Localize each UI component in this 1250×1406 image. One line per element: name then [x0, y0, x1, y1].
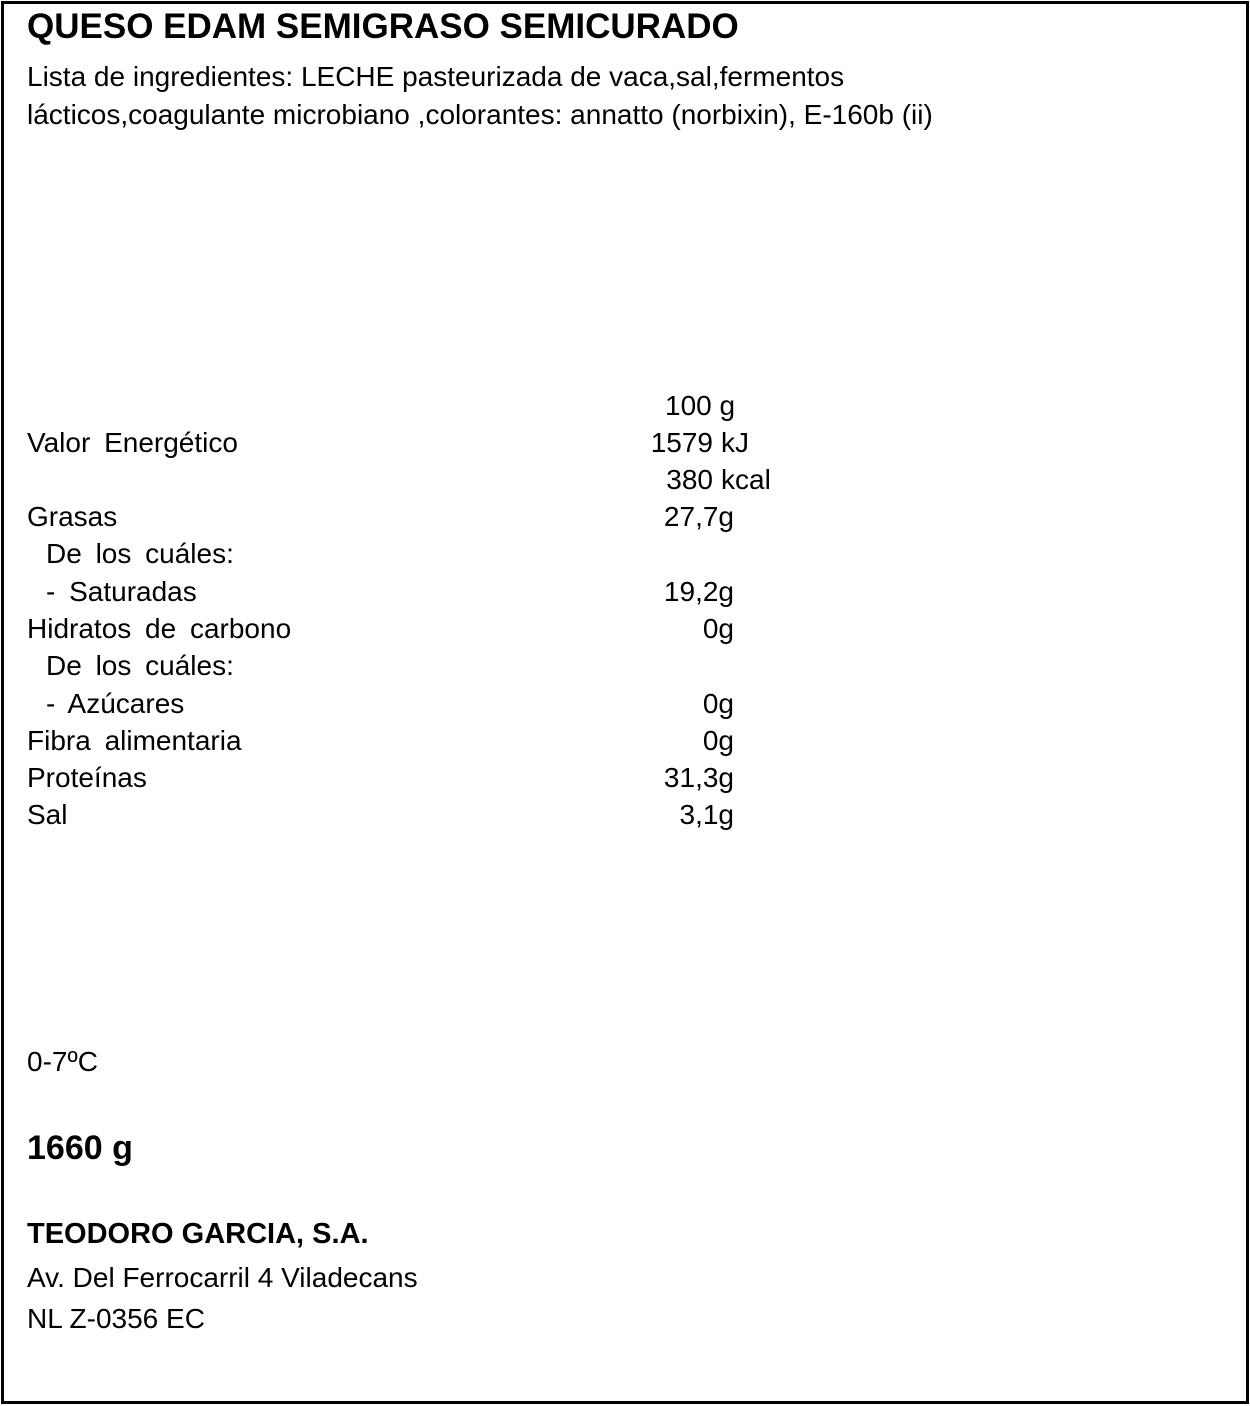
nutrient-value: 19,2g — [663, 576, 734, 607]
nutrition-header: 100 g — [665, 390, 736, 421]
storage-temperature: 0-7ºC — [27, 1046, 98, 1077]
nutrient-label: Sal — [27, 799, 68, 830]
energy-kcal-unit: kcal — [721, 464, 771, 495]
nutrient-label: Fibra alimentaria — [27, 725, 242, 756]
nutrient-value: 0g — [702, 613, 734, 644]
nutrient-sublabel: De los cuáles: — [46, 538, 234, 569]
energy-label: Valor Energético — [27, 427, 238, 458]
energy-kj-value: 1579 — [650, 427, 713, 458]
health-mark-code: NL Z-0356 EC — [27, 1303, 205, 1334]
nutrient-label: Grasas — [27, 501, 118, 532]
nutrient-label: - Saturadas — [46, 576, 197, 607]
ingredients-list — [27, 58, 1177, 134]
company-address: Av. Del Ferrocarril 4 Viladecans — [27, 1262, 418, 1293]
product-title: QUESO EDAM SEMIGRASO SEMICURADO — [27, 7, 739, 46]
nutrient-value: 0g — [702, 688, 734, 719]
nutrient-sublabel: De los cuáles: — [46, 650, 234, 681]
ingredients-line-1: Lista de ingredientes: LECHE pasteurizada de vaca,sal,fermentos — [27, 61, 845, 92]
nutrient-value: 3,1g — [679, 799, 734, 830]
energy-kcal-value: 380 — [666, 464, 713, 495]
product-label — [1, 1, 1249, 1404]
nutrient-label: - Azúcares — [46, 688, 185, 719]
nutrient-label: Hidratos de carbono — [27, 613, 292, 644]
net-weight: 1660 g — [27, 1129, 133, 1167]
nutrient-label: Proteínas — [27, 762, 147, 793]
nutrient-value: 31,3g — [663, 762, 734, 793]
energy-kj-unit: kJ — [721, 427, 749, 458]
nutrient-value: 0g — [702, 725, 734, 756]
ingredients-line-2: lácticos,coagulante microbiano ,colorantes: annatto (norbixin), E-160b (ii) — [27, 99, 933, 130]
nutrient-value: 27,7g — [663, 501, 734, 532]
company-name: TEODORO GARCIA, S.A. — [27, 1218, 369, 1250]
